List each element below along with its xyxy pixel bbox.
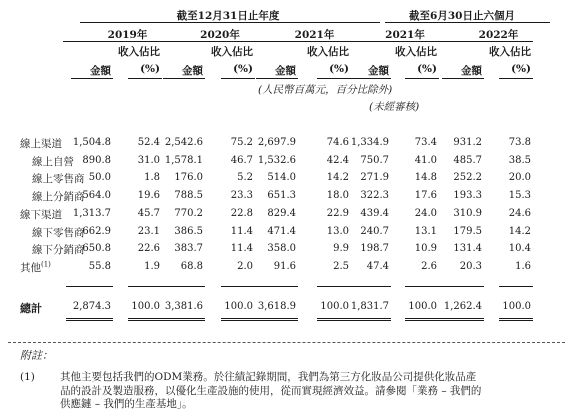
year-header: 2019年 — [107, 29, 148, 41]
amount-cell: 2,542.6 — [164, 137, 203, 148]
total-ratio-cell: 100.0 — [131, 301, 160, 312]
total-double-rule — [158, 318, 205, 321]
year-header: 2021年 — [294, 29, 335, 41]
footnote-line: 供應鏈 – 我們的生產基地」。 — [60, 398, 193, 410]
row-label-text: 線下零售商 — [32, 226, 85, 239]
ratio-header: 收入佔比 — [307, 46, 349, 58]
total-amount-cell: 3,618.9 — [257, 301, 296, 312]
ratio-cell: 42.4 — [326, 154, 349, 166]
ratio-underline — [128, 78, 162, 79]
total-double-rule — [344, 318, 391, 321]
footnote-ref: (1) — [41, 260, 51, 269]
row-label-text: 其他 — [20, 261, 41, 274]
subtotal-rule — [344, 286, 391, 287]
total-double-rule — [405, 318, 439, 321]
row-label-text: 線上零售商 — [32, 173, 85, 186]
amount-cell: 485.7 — [453, 154, 482, 166]
ratio-cell: 19.6 — [137, 190, 160, 202]
amount-cell: 1,334.9 — [350, 137, 389, 148]
row-label-text: 線上自營 — [32, 155, 74, 168]
ratio-cell: 14.2 — [326, 172, 349, 184]
amount-cell: 310.9 — [453, 207, 482, 219]
ratio-cell: 75.2 — [230, 137, 253, 148]
year-underline — [434, 41, 533, 42]
footnote-marker: (1) — [20, 371, 35, 383]
ratio-cell: 1.9 — [144, 260, 160, 272]
amount-cell: 650.8 — [82, 243, 111, 255]
total-ratio-cell: 100.0 — [408, 301, 437, 312]
amount-underline — [256, 78, 298, 79]
footnote-text — [60, 371, 481, 412]
ratio-cell: 22.6 — [137, 243, 160, 255]
amount-cell: 890.8 — [82, 154, 111, 166]
unit-note: (人民幣百萬元，百分比除外) — [258, 84, 393, 96]
amount-cell: 358.0 — [267, 243, 296, 255]
amount-cell: 240.7 — [360, 225, 389, 237]
ratio-cell: 15.3 — [508, 190, 531, 202]
ratio-cell: 22.8 — [230, 207, 253, 219]
amount-cell: 20.3 — [459, 260, 482, 272]
ratio-cell: 23.1 — [137, 225, 160, 237]
row-label-text: 線上渠道 — [20, 138, 62, 150]
subtotal-rule — [437, 286, 484, 287]
ratio-header: 收入佔比 — [489, 46, 531, 58]
amount-underline — [163, 78, 205, 79]
total-double-rule — [128, 318, 162, 321]
row-label-text: 線下分銷商 — [32, 244, 85, 257]
ratio-cell: 2.5 — [333, 260, 349, 272]
group-header-year-ended: 截至12月31日止年度 — [176, 10, 280, 22]
ratio-cell: 1.6 — [515, 260, 531, 272]
ratio-cell: 73.8 — [508, 137, 531, 148]
amount-header: 金額 — [275, 65, 296, 77]
amount-cell: 55.8 — [88, 260, 111, 272]
amount-cell: 1,532.6 — [257, 154, 296, 166]
amount-cell: 788.5 — [174, 190, 203, 202]
ratio-cell: 9.9 — [333, 243, 349, 255]
amount-cell: 386.5 — [174, 225, 203, 237]
amount-cell: 750.7 — [360, 154, 389, 166]
year-underline — [63, 41, 162, 42]
total-ratio-cell: 100.0 — [224, 301, 253, 312]
subtotal-rule — [251, 286, 298, 287]
year-underline — [248, 41, 351, 42]
amount-header: 金額 — [182, 65, 203, 77]
ratio-unit-header: (%) — [233, 63, 253, 75]
total-amount-cell: 3,381.6 — [164, 301, 203, 312]
amount-header: 金額 — [90, 65, 111, 77]
year-header: 2022年 — [478, 29, 519, 41]
total-amount-cell: 1,262.4 — [443, 301, 482, 312]
ratio-cell: 73.4 — [414, 137, 437, 148]
ratio-header: 收入佔比 — [395, 46, 437, 58]
year-header: 2021年 — [385, 29, 425, 41]
amount-underline — [71, 78, 113, 79]
ratio-header: 收入佔比 — [118, 46, 160, 58]
ratio-cell: 13.1 — [414, 225, 437, 237]
amount-cell: 564.0 — [82, 190, 111, 202]
total-double-rule — [499, 318, 533, 321]
ratio-cell: 1.8 — [144, 172, 160, 184]
amount-cell: 322.3 — [360, 190, 389, 202]
amount-cell: 662.9 — [82, 225, 111, 237]
row-label-text: 線下渠道 — [20, 208, 62, 221]
amount-cell: 179.5 — [453, 225, 482, 237]
amount-cell: 1,578.1 — [164, 154, 203, 166]
amount-cell: 176.0 — [174, 172, 203, 184]
ratio-underline — [499, 78, 533, 79]
amount-cell: 383.7 — [174, 243, 203, 255]
subtotal-rule — [66, 286, 113, 287]
amount-cell: 91.6 — [273, 260, 296, 272]
subtotal-rule — [158, 286, 205, 287]
ratio-cell: 2.6 — [421, 260, 437, 272]
amount-cell: 931.2 — [453, 137, 482, 148]
amount-cell: 651.3 — [267, 190, 296, 202]
group-underline — [80, 22, 380, 23]
ratio-cell: 23.3 — [230, 190, 253, 202]
footnote-line: 其他主要包括我們的ODM業務。於往績記錄期間，我們為第三方化妝品公司提供化妝品產 — [60, 371, 477, 383]
amount-header: 金額 — [368, 65, 389, 77]
total-double-rule — [251, 318, 298, 321]
ratio-cell: 10.4 — [508, 243, 531, 255]
total-amount-cell: 2,874.3 — [72, 301, 111, 312]
total-double-rule — [437, 318, 484, 321]
ratio-cell: 18.0 — [326, 190, 349, 202]
amount-cell: 271.9 — [360, 172, 389, 184]
amount-underline — [349, 78, 391, 79]
ratio-unit-header: (%) — [417, 63, 437, 75]
footnote-separator — [8, 342, 565, 343]
total-double-rule — [221, 318, 255, 321]
total-double-rule — [66, 318, 113, 321]
amount-cell: 770.2 — [174, 207, 203, 219]
group-header-six-months: 截至6月30日止六個月 — [409, 10, 515, 22]
subtotal-rule — [499, 286, 533, 287]
ratio-cell: 11.4 — [230, 243, 253, 255]
ratio-cell: 5.2 — [237, 172, 253, 184]
amount-cell: 439.4 — [360, 207, 389, 219]
footnote-line: 品的設計及製造服務，以優化生產設施的使用，從而實現經濟效益。請參閱「業務 – 我們的 — [60, 384, 482, 397]
ratio-cell: 17.6 — [414, 190, 437, 202]
ratio-underline — [221, 78, 255, 79]
ratio-header: 收入佔比 — [211, 46, 253, 58]
ratio-cell: 24.6 — [508, 207, 531, 219]
ratio-cell: 46.7 — [230, 154, 253, 166]
amount-cell: 471.4 — [267, 225, 296, 237]
subtotal-rule — [405, 286, 439, 287]
subtotal-rule — [221, 286, 255, 287]
total-ratio-cell: 100.0 — [502, 301, 531, 312]
ratio-cell: 24.0 — [414, 207, 437, 219]
group-underline — [385, 22, 550, 23]
amount-cell: 193.3 — [453, 190, 482, 202]
year-underline — [341, 41, 439, 42]
total-amount-cell: 1,831.7 — [350, 301, 389, 312]
amount-cell: 50.0 — [88, 172, 111, 184]
amount-cell: 829.4 — [267, 207, 296, 219]
amount-underline — [442, 78, 484, 79]
ratio-underline — [317, 78, 351, 79]
ratio-cell: 22.9 — [326, 207, 349, 219]
amount-header: 金額 — [461, 65, 482, 77]
ratio-cell: 2.0 — [237, 260, 253, 272]
year-header: 2020年 — [200, 29, 240, 41]
ratio-cell: 11.4 — [230, 225, 253, 237]
amount-cell: 131.4 — [453, 243, 482, 255]
ratio-cell: 74.6 — [326, 137, 349, 148]
ratio-cell: 45.7 — [137, 207, 160, 219]
ratio-cell: 52.4 — [137, 137, 160, 148]
ratio-cell: 13.0 — [326, 225, 349, 237]
ratio-unit-header: (%) — [329, 63, 349, 75]
ratio-cell: 20.0 — [508, 172, 531, 184]
total-ratio-cell: 100.0 — [320, 301, 349, 312]
year-underline — [155, 41, 255, 42]
ratio-cell: 14.8 — [414, 172, 437, 184]
subtotal-rule — [128, 286, 162, 287]
amount-cell: 252.2 — [453, 172, 482, 184]
amount-cell: 514.0 — [267, 172, 296, 184]
ratio-cell: 41.0 — [414, 154, 437, 166]
total-label: 總計 — [20, 302, 42, 315]
amount-cell: 1,504.8 — [72, 137, 111, 148]
ratio-unit-header: (%) — [140, 63, 160, 75]
ratio-cell: 14.2 — [508, 225, 531, 237]
unaudited-note: (未經審核) — [369, 101, 420, 113]
amount-cell: 198.7 — [360, 243, 389, 255]
amount-cell: 68.8 — [180, 260, 203, 272]
ratio-unit-header: (%) — [511, 63, 531, 75]
footnote-title: 附註： — [20, 349, 53, 362]
amount-cell: 47.4 — [366, 260, 389, 272]
ratio-cell: 38.5 — [508, 154, 531, 166]
amount-cell: 1,313.7 — [72, 207, 111, 219]
ratio-cell: 31.0 — [137, 154, 160, 166]
row-label-text: 線上分銷商 — [32, 191, 85, 204]
amount-cell: 2,697.9 — [257, 137, 296, 148]
ratio-cell: 10.9 — [414, 243, 437, 255]
ratio-underline — [405, 78, 439, 79]
